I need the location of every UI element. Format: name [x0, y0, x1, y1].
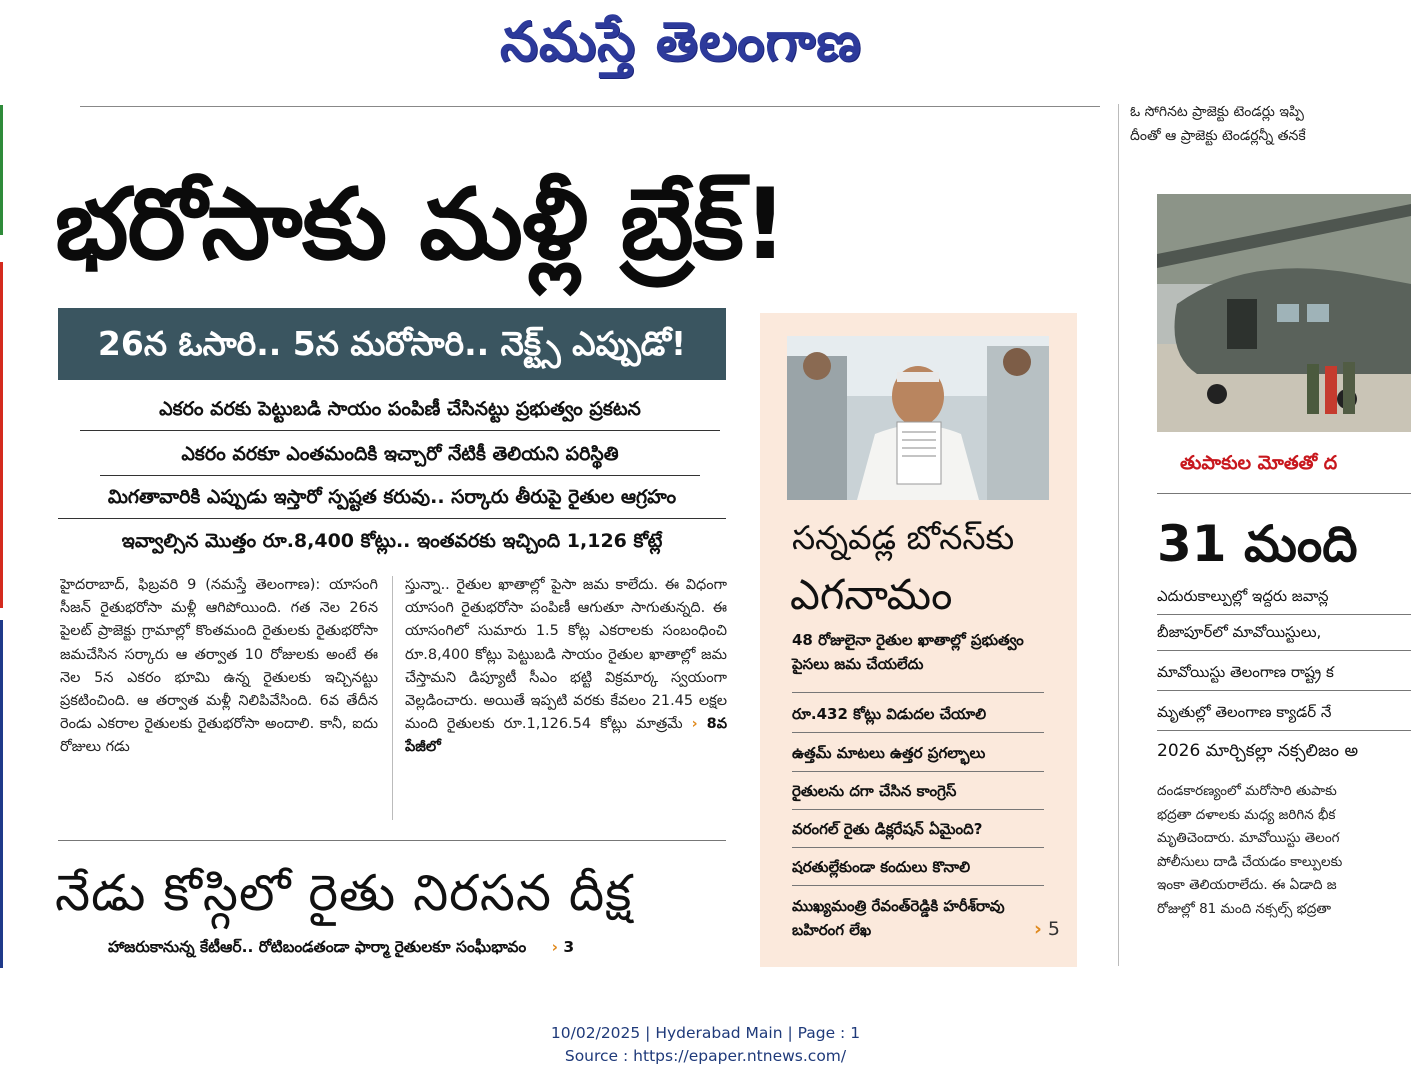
panel-item: ఉత్తమ్ మాటలు ఉత్తర ప్రగల్భాలు [792, 741, 1044, 772]
right-item: మృతుల్లో తెలంగాణ క్యాడర్ నే [1157, 694, 1411, 731]
masthead [500, 6, 910, 76]
right-headline: 31 మంది [1157, 515, 1358, 573]
right-body-text [1157, 780, 1411, 968]
panel-item: రైతులను దగా చేసిన కాంగ్రెస్ [792, 779, 1044, 810]
panel-item: షరతుల్లేకుండా కందులు కొనాలి [792, 855, 1044, 886]
panel-item: 48 రోజులైనా రైతుల ఖాతాల్లో ప్రభుత్వం పైసలు జమ చేయలేదు [792, 628, 1044, 693]
edge-strip-green [0, 105, 3, 235]
edge-strip-red [0, 262, 3, 608]
column-divider [1118, 104, 1119, 966]
helicopter-image [1157, 194, 1411, 432]
highlight-line: ఇవ్వాల్సిన మొత్తం రూ.8,400 కోట్లు.. ఇంతవరకు ఇచ్చింది 1,126 కోట్లే [121, 530, 663, 552]
highlight-line: మిగతావారికి ఎప్పుడు ఇస్తారో స్పష్టత కరువు.. సర్కారు తీరుపై రైతుల ఆగ్రహం [58, 476, 726, 519]
panel-item: ముఖ్యమంత్రి రేవంత్‌రెడ్డికి హరీశ్‌రావు బహిరంగ లేఖ [792, 897, 1005, 939]
panel-item: వరంగల్ రైతు డిక్లరేషన్ ఏమైంది? [792, 817, 1044, 848]
event-subline-text: హాజరుకానున్న కేటీఆర్.. రోటిబండతండా ఫార్మా రైతులకూ సంఘీభావం [108, 938, 527, 956]
right-item: ఎదురుకాల్పుల్లో ఇద్దరు జవాన్ల [1157, 578, 1411, 615]
article-column-separator [392, 576, 393, 820]
panel-title-large: ఎగనామం [790, 570, 953, 619]
panel-title: సన్నవడ్ల బోనస్‌కు [792, 518, 1015, 557]
page-ref-arrow-icon: › [1034, 918, 1042, 940]
right-body-line: రోజుల్లో 81 మంది నక్సల్స్ భద్రతా [1157, 900, 1332, 917]
right-body-line: దండకారణ్యంలో మరోసారి తుపాకు [1157, 783, 1337, 799]
mid-rule [58, 840, 726, 841]
person-holding-letter-image [787, 336, 1049, 500]
footer [0, 1022, 1411, 1072]
right-item: 2026 మార్చికల్లా నక్సలిజం అ [1157, 741, 1359, 761]
right-rule [1157, 493, 1411, 494]
highlight-line: ఎకరం వరకూ ఎంతమందికి ఇచ్చారో నేటికీ తెలియని పరిస్థితి [100, 433, 700, 476]
right-body-line: మృతిచెందారు. మావోయిస్టు తెలంగ [1157, 830, 1340, 846]
highlight-line: ఎకరం వరకు పెట్టుబడి సాయం పంపిణీ చేసినట్టు ప్రభుత్వం ప్రకటన [80, 388, 720, 431]
right-top-line: దీంతో ఆ ప్రాజెక్టు టెండర్లన్నీ తనకే [1130, 128, 1306, 144]
right-top-line: ఓ సోగినట ప్రాజెక్టు టెండర్లు ఇప్పి [1130, 104, 1304, 120]
panel-photo [787, 336, 1049, 500]
footer-source-link[interactable]: Source : https://epaper.ntnews.com/ [564, 1047, 847, 1065]
right-photo [1157, 194, 1411, 432]
right-item: బీజాపూర్‌లో మావోయిస్టులు, [1157, 614, 1411, 651]
article-column-2 [405, 574, 727, 824]
panel-item: రూ.432 కోట్లు విడుదల చేయాలి [792, 702, 1044, 733]
edge-strip-blue [0, 620, 3, 968]
article-column-1: హైదరాబాద్, ఫిబ్రవరి 9 (నమస్తే తెలంగాణ): యాసంగి సీజన్ రైతుభరోసా మళ్లీ ఆగిపోయింది. గత నెల 26న పైలట్ ప్రాజెక్టు గ్రామాల్లో కొంతమంది రైతులకు రైతుభరోసా జమచేసిన సర్కారు ఆ తర్వాత 10 రోజులకు అంటే ఈ నెల 5న ఎకరం భూమి ఉన్న రైతులకు ఇచ్చినట్టు ప్రకటించింది. ఆ తర్వాత మళ్లీ నిలిపివేసింది. 6వ తేదీన రెండు ఎకరాల రైతులకు రైతుభరోసా అందాలి. కానీ, ఐదు రోజులు గడు [60, 577, 378, 756]
right-body-line: భద్రతా దళాలకు మధ్య జరిగిన భీక [1157, 806, 1336, 823]
page-ref-arrow-icon: › [551, 938, 559, 956]
panel-page-ref[interactable] [1034, 918, 1074, 944]
event-page-ref[interactable]: 3 [563, 938, 575, 956]
panel-page-ref-number: 5 [1047, 918, 1060, 940]
footer-edition-line: 10/02/2025 | Hyderabad Main | Page : 1 [550, 1024, 861, 1042]
top-rule [80, 106, 1100, 107]
right-body-line: ఇంకా తెలియరాలేదు. ఈ ఏడాది జ [1157, 877, 1337, 893]
lead-subheadline-banner: 26న ఓసారి.. 5న మరోసారి.. నెక్ట్స్ ఎప్పుడో! [58, 308, 726, 380]
event-subline [108, 933, 728, 961]
continued-link[interactable]: 8వ పేజీలో [405, 716, 727, 756]
article-column-2-text: స్తున్నా.. రైతుల ఖాతాల్లో పైసా జమ కాలేదు. ఈ విధంగా యాసంగి రైతుభరోసా పంపిణీ ఆగుతూ సాగుతున్నది. ఈ యాసంగిలో సుమారు 1.5 కోట్ల ఎకరాలకు సంబంధించి రూ.8,400 కోట్లు పెట్టుబడి సాయం రైతుల ఖాతాల్లో జమ చేస్తామని డిప్యూటీ సీఎం భట్టి విక్రమార్క స్వయంగా వెల్లడించారు. అయితే ఇప్పటి వరకు కేవలం 21.45 లక్షల మంది రైతులకు రూ.1,126.54 కోట్లు మాత్రమే [405, 577, 727, 733]
lead-headline: భరోసాకు మళ్లీ బ్రేక్! [55, 168, 787, 282]
right-top-text [1130, 100, 1411, 160]
masthead-logo: నమస్తే తెలంగాణ [500, 9, 862, 73]
right-body-line: పోలీసులు దాడి చేయడం కాల్పులకు [1157, 853, 1343, 870]
right-item: మావోయిస్టు తెలంగాణ రాష్ట్ర క [1157, 654, 1411, 691]
event-headline: నేడు కోస్గిలో రైతు నిరసన దీక్ష [55, 864, 633, 922]
right-photo-caption: తుపాకుల మోతతో ద [1180, 452, 1338, 474]
continued-arrow-icon: › [691, 716, 698, 733]
